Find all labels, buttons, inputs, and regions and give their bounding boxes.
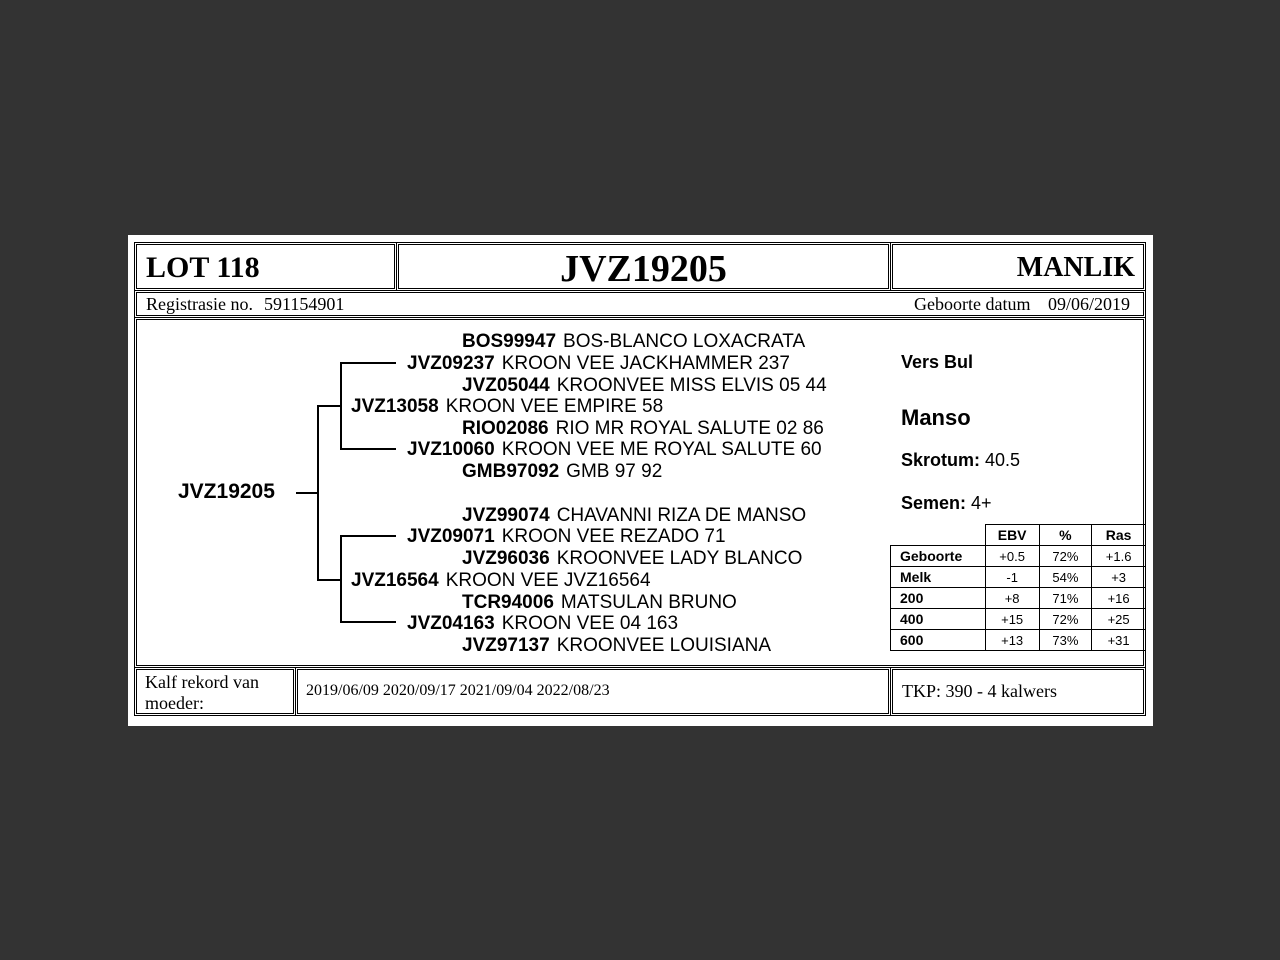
animal-type: Vers Bul — [901, 352, 974, 372]
lot-card — [128, 235, 1153, 726]
ebv-header-row — [891, 525, 1146, 546]
calf-dates-box — [295, 667, 891, 716]
pedigree-entry: TCR94006 MATSULAN BRUNO — [462, 592, 737, 613]
pedigree-entry: GMB97092 GMB 97 92 — [462, 461, 663, 482]
pedigree-entry: JVZ04163 KROON VEE 04 163 — [407, 613, 679, 634]
ebv-row: 200 +8 71% +16 — [891, 588, 1146, 609]
calf-record-dates: 2019/06/09 2020/09/17 2021/09/04 2022/08/23 — [306, 682, 610, 699]
sex-box — [890, 242, 1146, 291]
tree-line — [296, 492, 318, 494]
ebv-table — [890, 524, 1146, 651]
calf-record-label: Kalf rekord van moeder: — [145, 672, 259, 713]
pedigree-entry: JVZ05044 KROONVEE MISS ELVIS 05 44 — [462, 375, 827, 396]
pedigree-entry: JVZ13058 KROON VEE EMPIRE 58 — [351, 396, 664, 417]
birth-date-label: Geboorte datum — [914, 294, 1031, 314]
tree-line — [317, 405, 319, 581]
semen-grade: Semen: 4+ — [901, 493, 992, 513]
ebv-row: Geboorte +0.5 72% +1.6 — [891, 546, 1146, 567]
birth-date-value: 09/06/2019 — [1048, 294, 1131, 314]
ebv-row: 600 +13 73% +31 — [891, 630, 1146, 651]
pedigree-entry: JVZ09237 KROON VEE JACKHAMMER 237 — [407, 353, 790, 374]
tree-line — [340, 362, 396, 364]
animal-id-title: JVZ19205 — [560, 248, 727, 290]
calf-record-label-box — [134, 667, 296, 716]
breeder-name: Manso — [901, 405, 971, 430]
pedigree-entry: BOS99947 BOS-BLANCO LOXACRATA — [462, 331, 806, 352]
breed-header: Ras — [1092, 525, 1146, 546]
pedigree-entry: JVZ97137 KROONVEE LOUISIANA — [462, 635, 772, 656]
registration-label: Registrasie no. — [146, 294, 253, 314]
animal-id-box — [396, 242, 891, 291]
tree-line — [340, 448, 396, 450]
tree-line — [340, 535, 342, 623]
tree-line — [317, 405, 341, 407]
lot-box — [134, 242, 397, 291]
ebv-row: 400 +15 72% +25 — [891, 609, 1146, 630]
sex-label: MANLIK — [1016, 252, 1135, 283]
percent-header: % — [1039, 525, 1092, 546]
tkp-summary: TKP: 390 - 4 kalwers — [902, 681, 1057, 701]
registration-row — [134, 290, 1146, 318]
ebv-header: EBV — [985, 525, 1039, 546]
registration-number: 591154901 — [264, 294, 345, 314]
tree-line — [340, 535, 396, 537]
pedigree-subject: JVZ19205 — [178, 480, 275, 503]
tree-line — [340, 621, 396, 623]
pedigree-entry: JVZ96036 KROONVEE LADY BLANCO — [462, 548, 803, 569]
ebv-row: Melk -1 54% +3 — [891, 567, 1146, 588]
pedigree-entry: JVZ99074 CHAVANNI RIZA DE MANSO — [462, 505, 807, 526]
pedigree-entry: JVZ16564 KROON VEE JVZ16564 — [351, 570, 651, 591]
pedigree-entry: JVZ09071 KROON VEE REZADO 71 — [407, 526, 726, 547]
scrotum-measurement: Skrotum: 40.5 — [901, 450, 1021, 470]
tkp-box — [890, 667, 1146, 716]
tree-line — [340, 362, 342, 450]
tree-line — [317, 579, 341, 581]
lot-number: LOT 118 — [146, 251, 260, 284]
pedigree-entry: JVZ10060 KROON VEE ME ROYAL SALUTE 60 — [407, 439, 822, 460]
pedigree-entry: RIO02086 RIO MR ROYAL SALUTE 02 86 — [462, 418, 824, 439]
